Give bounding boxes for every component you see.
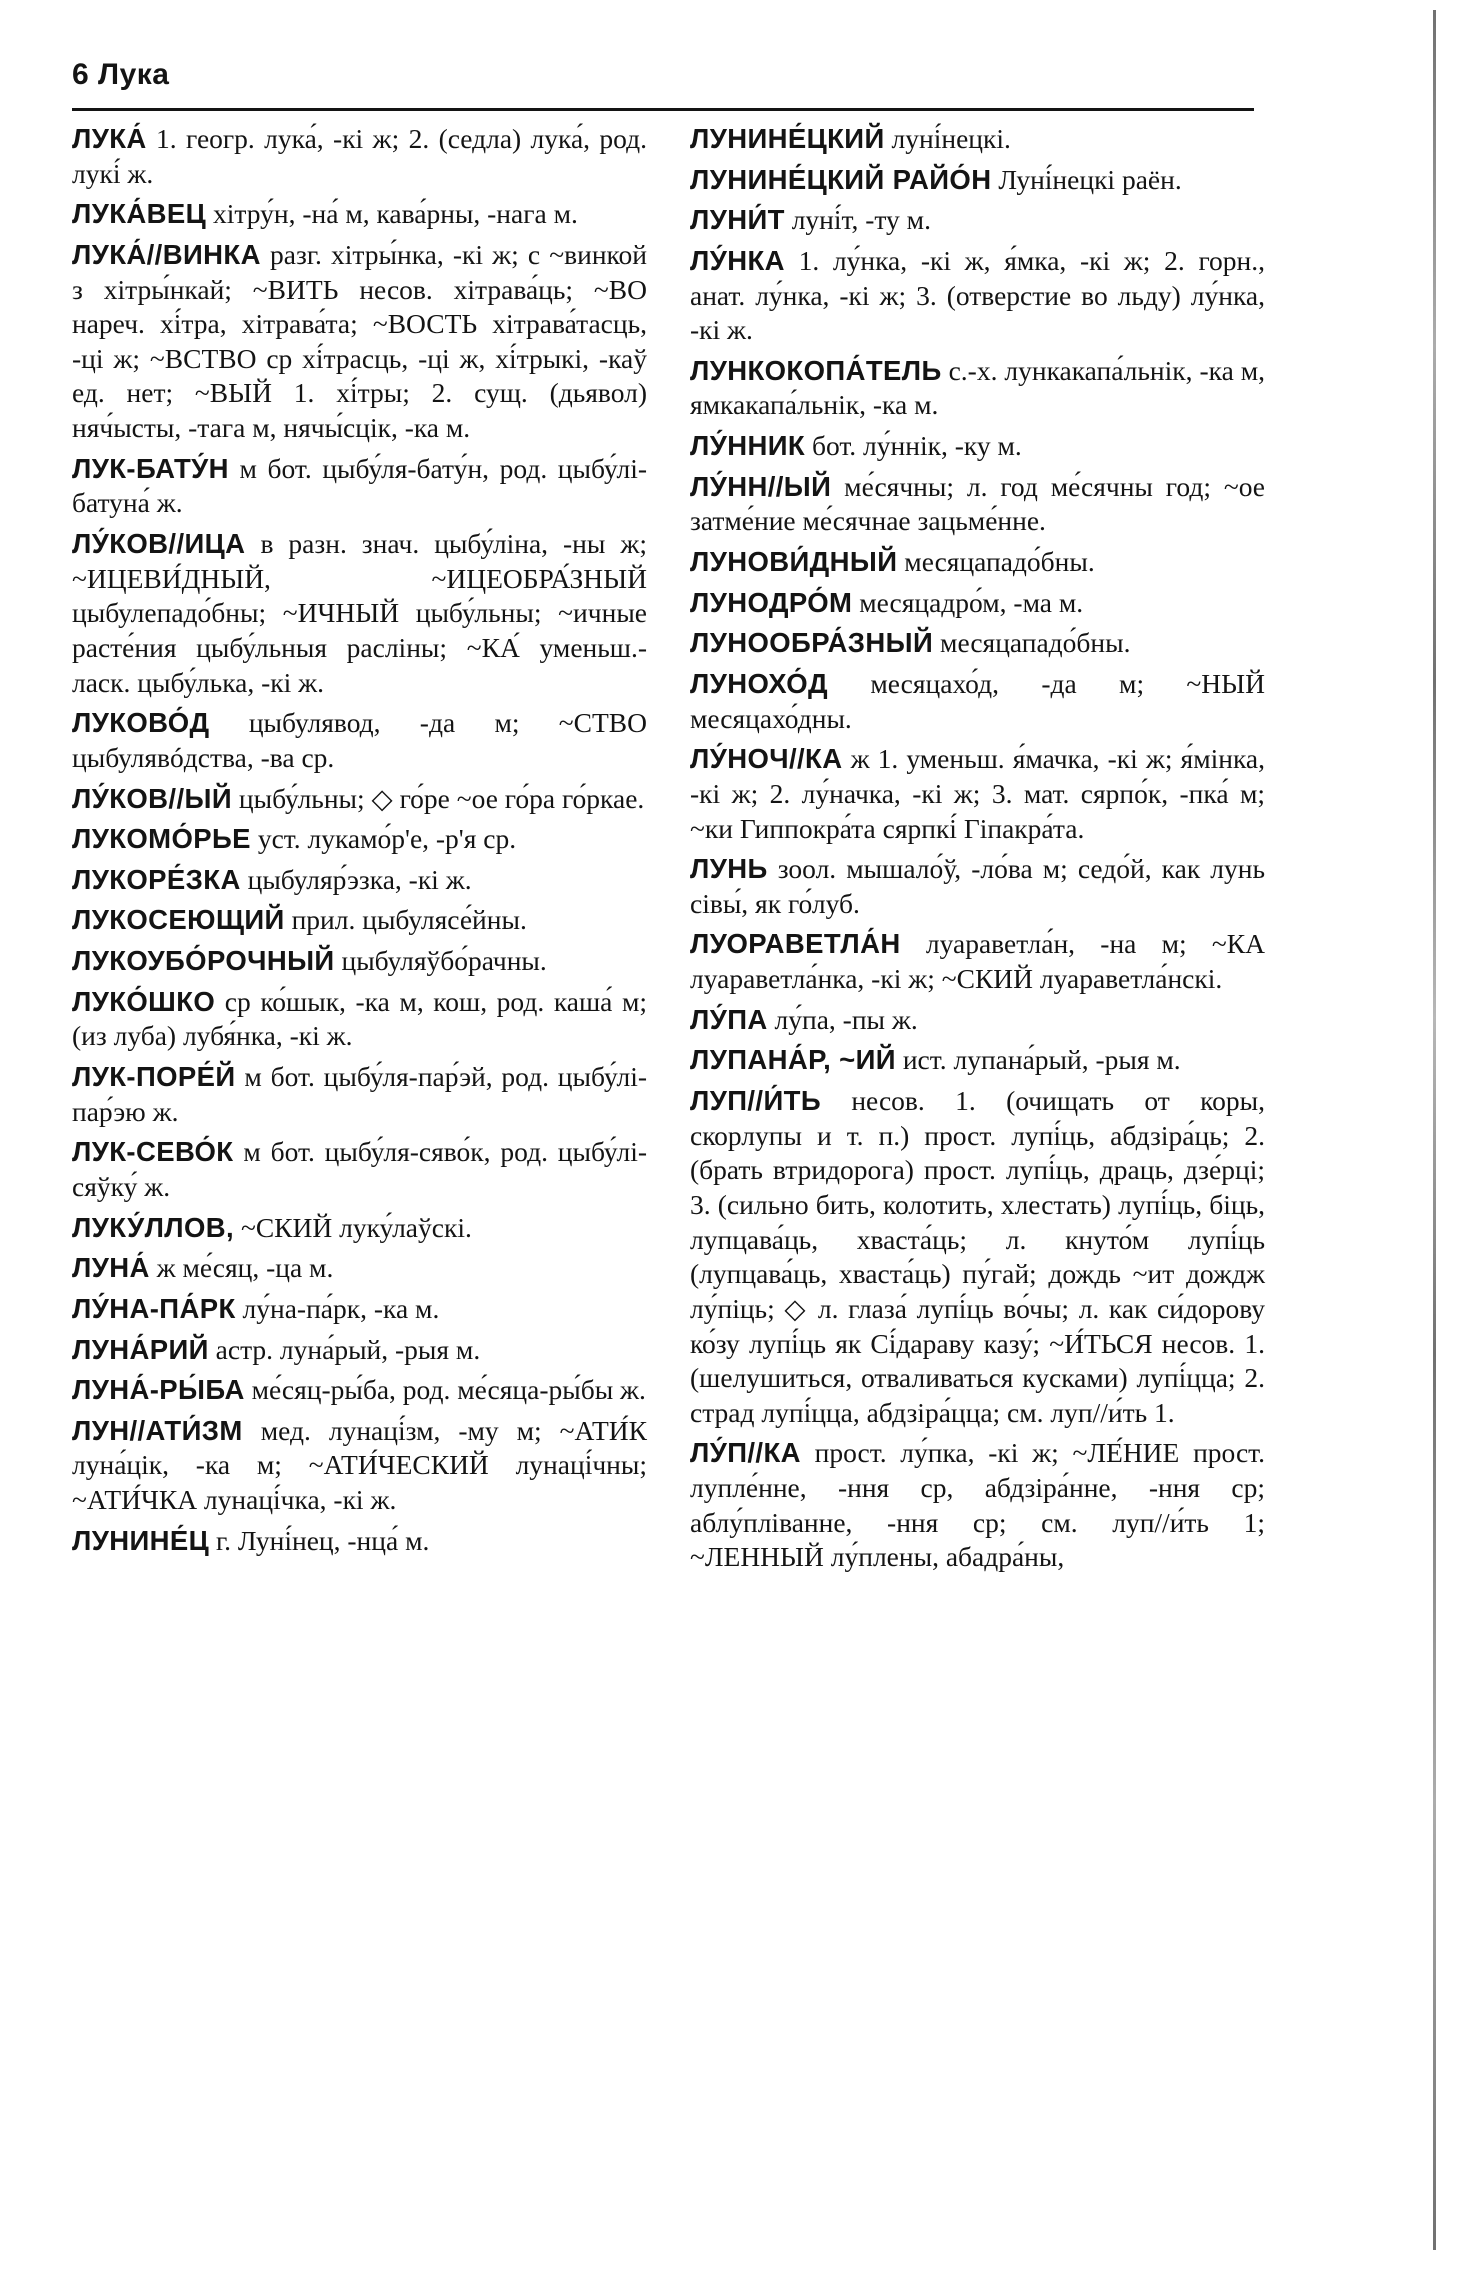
dictionary-entry	[72, 1373, 647, 1408]
entry-headword: ЛУНИНЕ́ЦКИЙ	[690, 123, 885, 154]
entry-definition: прост. лу́пка, -кі ж; ~ЛЕ́НИЕ прост. лупле́нне, -ння ср, абдзіра́нне, -ння ср; аблу́пліванне, -ння ср; см. луп//и́ть 1; ~ЛЕННЫЙ лу́плены, абадра́ны,	[690, 1437, 1265, 1573]
entry-definition: луараветла́н, -на м; ~КА луараветла́нка, -кі ж; ~СКИЙ луараветла́нскі.	[690, 928, 1266, 995]
entry-headword: ЛУК-БАТУ́Н	[72, 452, 229, 484]
dictionary-entry	[72, 985, 647, 1054]
entry-headword: ЛУКОУБО́РОЧНЫЙ	[72, 945, 335, 977]
entry-definition: месяцахо́д, -да м; ~НЫЙ месяцахо́дны.	[690, 667, 1266, 734]
entry-definition: луні́т, -ту м.	[791, 204, 931, 236]
entry-definition: ж 1. уменьш. я́мачка, -кі ж; я́мінка, -кі ж; 2. лу́начка, -кі ж; 3. мат. сярпо́к, -пка́ м; ~ки Гиппокра́та сярпкі́ Гіпакра́та.	[690, 743, 1265, 844]
entry-headword: ЛУНИНЕ́ЦКИЙ РАЙО́Н	[690, 163, 992, 195]
entry-headword: ЛУ́НОЧ//КА	[690, 743, 843, 775]
entry-headword: ЛУКОВО́Д	[72, 707, 210, 739]
entry-headword: ЛУНИ́Т	[690, 204, 785, 236]
dictionary-entry	[690, 927, 1265, 996]
entry-definition: цыбуляр́эзка, -кі ж.	[247, 863, 472, 895]
entry-definition: уст. лукамо́р'е, -р'я ср.	[257, 823, 517, 855]
entry-definition: ист. лупана́рый, -рыя м.	[902, 1044, 1181, 1076]
entry-headword: ЛУН//АТИ́ЗМ	[72, 1414, 243, 1446]
dictionary-entry	[690, 470, 1265, 539]
dictionary-entry	[72, 782, 647, 817]
entry-definition: м бот. цыбу́ля-сяво́к, род. цыбу́лі-сяўку́ ж.	[72, 1136, 647, 1202]
entry-definition: 1. лу́нка, -кі ж, я́мка, -кі ж; 2. горн., анат. лу́нка, -кі ж; 3. (отверстие во льду) лу́нка, -кі ж.	[690, 244, 1266, 346]
dictionary-entry	[72, 1414, 647, 1518]
entry-definition: г. Луні́нец, -нца́ м.	[216, 1524, 430, 1556]
entry-definition: м бот. цыбу́ля-пар́эй, род. цыбу́лі-пар́эю ж.	[72, 1061, 648, 1127]
dictionary-entry	[72, 706, 647, 775]
entry-definition: 1. геогр. лука́, -кі ж; 2. (седла) лука́, род. лукі́ ж.	[72, 123, 647, 189]
entry-definition: цыбулявод, -да м; ~СТВО цыбулявóдства, -ва ср.	[72, 707, 648, 773]
dictionary-entry	[72, 1251, 647, 1286]
entry-definition: Луні́нецкі раён.	[998, 163, 1182, 195]
scan-edge-mark	[1433, 10, 1436, 2250]
entry-headword: ЛУОРАВЕТЛА́Н	[690, 928, 901, 960]
dictionary-entry	[690, 586, 1265, 621]
entry-definition: месяцадро́м, -ма м.	[859, 586, 1084, 618]
entry-definition: лу́па, -пы ж.	[774, 1003, 918, 1035]
entry-headword: ЛУНА́-РЫ́БА	[72, 1374, 245, 1406]
dictionary-entry	[690, 1003, 1265, 1038]
entry-headword: ЛУ́КОВ//ИЦА	[72, 528, 246, 560]
entry-headword: ЛУК-СЕВО́К	[72, 1136, 234, 1168]
dictionary-column-left	[72, 122, 647, 1564]
dictionary-entry	[690, 163, 1265, 198]
entry-headword: ЛУП//И́ТЬ	[690, 1085, 821, 1117]
dictionary-entry	[72, 903, 647, 938]
entry-headword: ЛУ́НН//ЫЙ	[690, 470, 832, 502]
dictionary-entry	[72, 527, 647, 700]
entry-definition: ~СКИЙ луку́лаўскі.	[240, 1211, 472, 1243]
entry-headword: ЛУНА́РИЙ	[72, 1333, 209, 1365]
dictionary-entry	[72, 197, 647, 232]
entry-headword: ЛУНЬ	[690, 853, 768, 885]
entry-headword: ЛУНИНЕ́Ц	[72, 1524, 210, 1556]
dictionary-entry	[690, 626, 1265, 661]
entry-definition: месяцападо́бны.	[940, 627, 1131, 659]
entry-headword: ЛУ́КОВ//ЫЙ	[72, 782, 233, 814]
entry-headword: ЛУКА́//ВИНКА	[72, 238, 261, 270]
entry-headword: ЛУКА́ВЕЦ	[72, 198, 207, 230]
dictionary-entry	[72, 822, 647, 857]
entry-definition: прил. цыбулясе́йны.	[291, 904, 527, 936]
entry-definition: разг. хітры́нка, -кі ж; с ~винкой з хітры́нкай; ~ВИТЬ несов. хітрава́ць; ~ВО нареч. хі́тра, хітрава́та; ~ВОСТЬ хітрава́тасць, -ці ж; ~ВСТВО ср хі́трасць, -ці ж, хі́трыкі, -каў ед. нет; ~ВЫЙ 1. хі́тры; 2. сущ. (дьявол) няч́ысты, -тага м, нячы́сцік, -ка м.	[72, 238, 647, 444]
dictionary-entry	[72, 122, 647, 191]
dictionary-entry	[690, 203, 1265, 238]
entry-definition: в разн. знач. цыбу́ліна, -ны ж; ~ИЦЕВИ́ДНЫЙ, ~ИЦЕОБРА́ЗНЫЙ цыбулепадо́бны; ~ИЧНЫЙ цыбу́льны; ~ичные расте́ния цыбу́льныя расліны; ~КА́ уменьш.-ласк. цыбу́лька, -кі ж.	[72, 528, 648, 698]
page-header: 6 Лука	[72, 58, 170, 91]
entry-headword: ЛУ́ННИК	[690, 430, 806, 462]
entry-headword: ЛУНОХО́Д	[690, 667, 829, 699]
entry-headword: ЛУКОСЕЮЩИЙ	[72, 904, 285, 936]
dictionary-entry	[690, 1084, 1265, 1430]
entry-definition: ср ко́шык, -ка м, кош, род. каша́ м; (из луба) лубя́нка, -кі ж.	[72, 985, 647, 1052]
entry-headword: ЛУНА́	[72, 1252, 150, 1284]
entry-definition: бот. лу́ннік, -ку м.	[811, 430, 1022, 462]
dictionary-entry	[690, 1436, 1265, 1575]
entry-headword: ЛУНКОКОПА́ТЕЛЬ	[690, 354, 942, 386]
entry-definition: астр. луна́рый, -рыя м.	[215, 1333, 481, 1365]
entry-definition: мед. лунаці́зм, -му м; ~АТИ́К луна́цік, -ка м; ~АТИ́ЧЕСКИЙ лунаці́чны; ~АТИ́ЧКА лунаці́чка, -кі ж.	[72, 1414, 647, 1516]
entry-headword: ЛУНОВИ́ДНЫЙ	[690, 546, 898, 578]
entry-headword: ЛУКА́	[72, 123, 147, 154]
entry-definition: лу́на-па́рк, -ка м.	[242, 1292, 440, 1324]
dictionary-entry	[690, 244, 1265, 348]
dictionary-entry	[72, 1135, 647, 1204]
entry-definition: ме́сячны; л. год ме́сячны год; ~ое затме́ние ме́сячнае зацьме́нне.	[690, 470, 1266, 537]
entry-headword: ЛУНОДРО́М	[690, 586, 853, 618]
entry-headword: ЛУКУ́ЛЛОВ,	[72, 1211, 235, 1243]
entry-headword: ЛУК-ПОРЕ́Й	[72, 1061, 236, 1093]
dictionary-entry	[72, 863, 647, 898]
dictionary-entry	[690, 354, 1265, 423]
dictionary-entry	[690, 545, 1265, 580]
entry-definition: хітру́н, -на́ м, кава́рны, -нага м.	[213, 198, 578, 230]
entry-headword: ЛУКОМО́РЬЕ	[72, 823, 251, 855]
entry-definition: цыбуляўбо́рачны.	[341, 945, 547, 977]
entry-headword: ЛУНООБРА́ЗНЫЙ	[690, 627, 934, 659]
entry-headword: ЛУ́НА-ПА́РК	[72, 1292, 236, 1324]
dictionary-entry	[690, 122, 1265, 157]
entry-headword: ЛУ́НКА	[690, 244, 785, 276]
entry-definition: с.-х. лункакапа́льнік, -ка м, ямкакапа́льнік, -ка м.	[690, 354, 1265, 421]
dictionary-entry	[690, 429, 1265, 464]
dictionary-entry	[72, 1292, 647, 1327]
dictionary-entry	[72, 944, 647, 979]
dictionary-column-right	[690, 122, 1265, 1581]
dictionary-entry	[72, 1060, 647, 1129]
entry-definition: несов. 1. (очищать от коры, скорлупы и т. п.) прост. лупі́ць, абдзіра́ць; 2. (брать втридорога) прост. лупі́ць, драць, дзе́рці; 3. (сильно бить, колотить, хлестать) лупі́ць, біць, лупцава́ць, хваста́ць; л. кнуто́м лупі́ць (лупцава́ць, хваста́ць) пу́гай; дождь ~ит дождж лу́піць; ◇ л. глаза́ лупі́ць во́чы; л. как си́дорову ко́зу лупі́ць як Сі́дараву казу́; ~И́ТЬСЯ несов. 1. (шелушиться, отваливаться кусками) лупі́цца; 2. страд лупі́цца, абдзіра́цца; см. луп//и́ть 1.	[690, 1085, 1265, 1428]
entry-definition: ме́сяц-ры́ба, род. ме́сяца-ры́бы ж.	[251, 1374, 646, 1406]
entry-definition: месяцападо́бны.	[904, 546, 1095, 578]
dictionary-entry	[72, 238, 647, 446]
dictionary-entry	[72, 1211, 647, 1246]
entry-definition: луні́нецкі.	[891, 123, 1011, 154]
dictionary-entry	[72, 1524, 647, 1559]
dictionary-entry	[72, 452, 647, 521]
dictionary-entry	[690, 742, 1265, 846]
dictionary-entry	[690, 852, 1265, 921]
entry-definition: зоол. мышало́ў, -ло́ва м; седо́й, как лунь сівы́, як го́луб.	[690, 853, 1266, 919]
entry-headword: ЛУКОРЕ́ЗКА	[72, 863, 241, 895]
entry-definition: цыбу́льны; ◇ го́ре ~ое го́ра го́ркае.	[238, 782, 645, 814]
entry-headword: ЛУКО́ШКО	[72, 985, 216, 1017]
dictionary-entry	[72, 1333, 647, 1368]
entry-definition: м бот. цыбу́ля-бату́н, род. цыбу́лі-батуна́ ж.	[72, 452, 648, 519]
entry-headword: ЛУПАНА́Р, ~ИЙ	[690, 1044, 896, 1076]
dictionary-entry	[690, 667, 1265, 736]
header-rule	[72, 108, 1254, 111]
entry-headword: ЛУ́ПА	[690, 1003, 768, 1035]
entry-headword: ЛУ́П//КА	[690, 1437, 801, 1469]
dictionary-entry	[690, 1043, 1265, 1078]
entry-definition: ж ме́сяц, -ца м.	[156, 1252, 334, 1284]
